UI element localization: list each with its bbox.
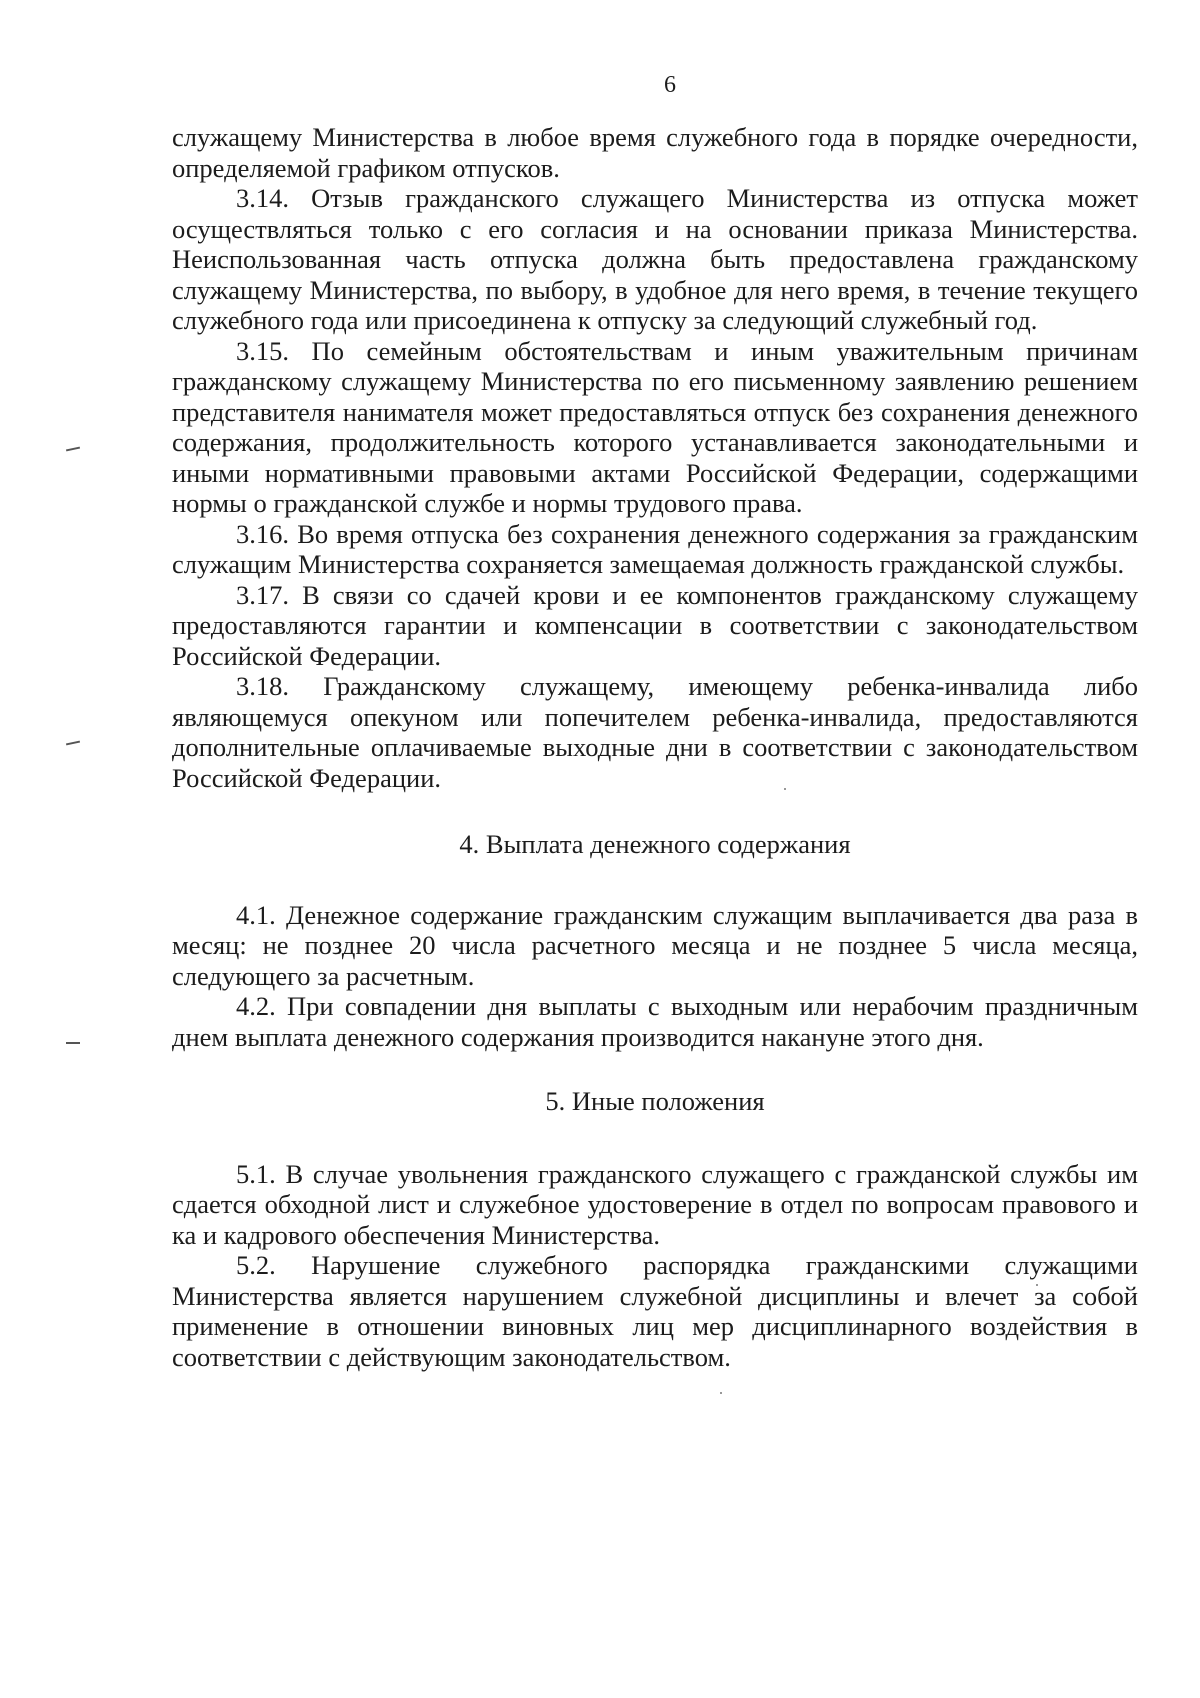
margin-mark (66, 741, 80, 746)
section-heading-5: 5. Иные положения (545, 1086, 765, 1116)
paragraph-3-18: 3.18. Гражданскому служащему, имеющему ребенка-инвалида либо являющемуся опекуном или попечителем ребенка-инвалида, предоставляются дополнительные оплачиваемые выходные дни в соответствии с законодательством Российской Федерации. (172, 671, 1138, 793)
paragraph-5-2: 5.2. Нарушение служебного распорядка гражданскими служащими Министерства является нарушением служебной дисциплины и влечет за собой применение в отношении виновных лиц мер дисциплинарного воздействия в соответствии с действующим законодательством. (172, 1250, 1138, 1372)
margin-mark (66, 1042, 80, 1044)
paragraph-4-1: 4.1. Денежное содержание гражданским служащим выплачивается два раза в месяц: не позднее 20 числа расчетного месяца и не позднее 5 числа месяца, следующего за расчетным. (172, 899, 1138, 991)
paragraph-3-17: 3.17. В связи со сдачей крови и ее компонентов гражданскому служащему предоставляются гарантии и компенсации в соответствии с законодательством Российской Федерации. (172, 579, 1138, 671)
paragraph-4-2: 4.2. При совпадении дня выплаты с выходным или нерабочим праздничным днем выплата денежного содержания производится накануне этого дня. (172, 991, 1138, 1052)
document-body (172, 122, 1138, 1372)
section-heading-4: 4. Выплата денежного содержания (459, 829, 851, 859)
paragraph-3-14: 3.14. Отзыв гражданского служащего Министерства из отпуска может осуществляться только с его согласия и на основании приказа Министерства. Неиспользованная часть отпуска должна быть предоставлена гражданскому служащему Министерства, по выбору, в удобное для него время, в течение текущего служебного года или присоединена к отпуску за следующий служебный год. (172, 183, 1138, 335)
page-number: 6 (664, 72, 676, 98)
margin-mark (66, 447, 80, 452)
paragraph-3-15: 3.15. По семейным обстоятельствам и иным уважительным причинам гражданскому служащему Министерства по его письменному заявлению решением представителя нанимателя может предоставляться отпуск без сохранения денежного содержания, продолжительность которого устанавливается законодательными и иными нормативными правовыми актами Российской Федерации, содержащими нормы о гражданской службе и нормы трудового права. (172, 335, 1138, 518)
paragraph-continuation: служащему Министерства в любое время служебного года в порядке очередности, определяемой графиком отпусков. (172, 122, 1138, 183)
paragraph-3-16: 3.16. Во время отпуска без сохранения денежного содержания за гражданским служащим Министерства сохраняется замещаемая должность гражданской службы. (172, 518, 1138, 579)
scan-speck (720, 1392, 722, 1394)
paragraph-5-1: 5.1. В случае увольнения гражданского служащего с гражданской службы им сдается обходной лист и служебное удостоверение в отдел по вопросам правового и ка и кадрового обеспечения Министерства. (172, 1158, 1138, 1250)
